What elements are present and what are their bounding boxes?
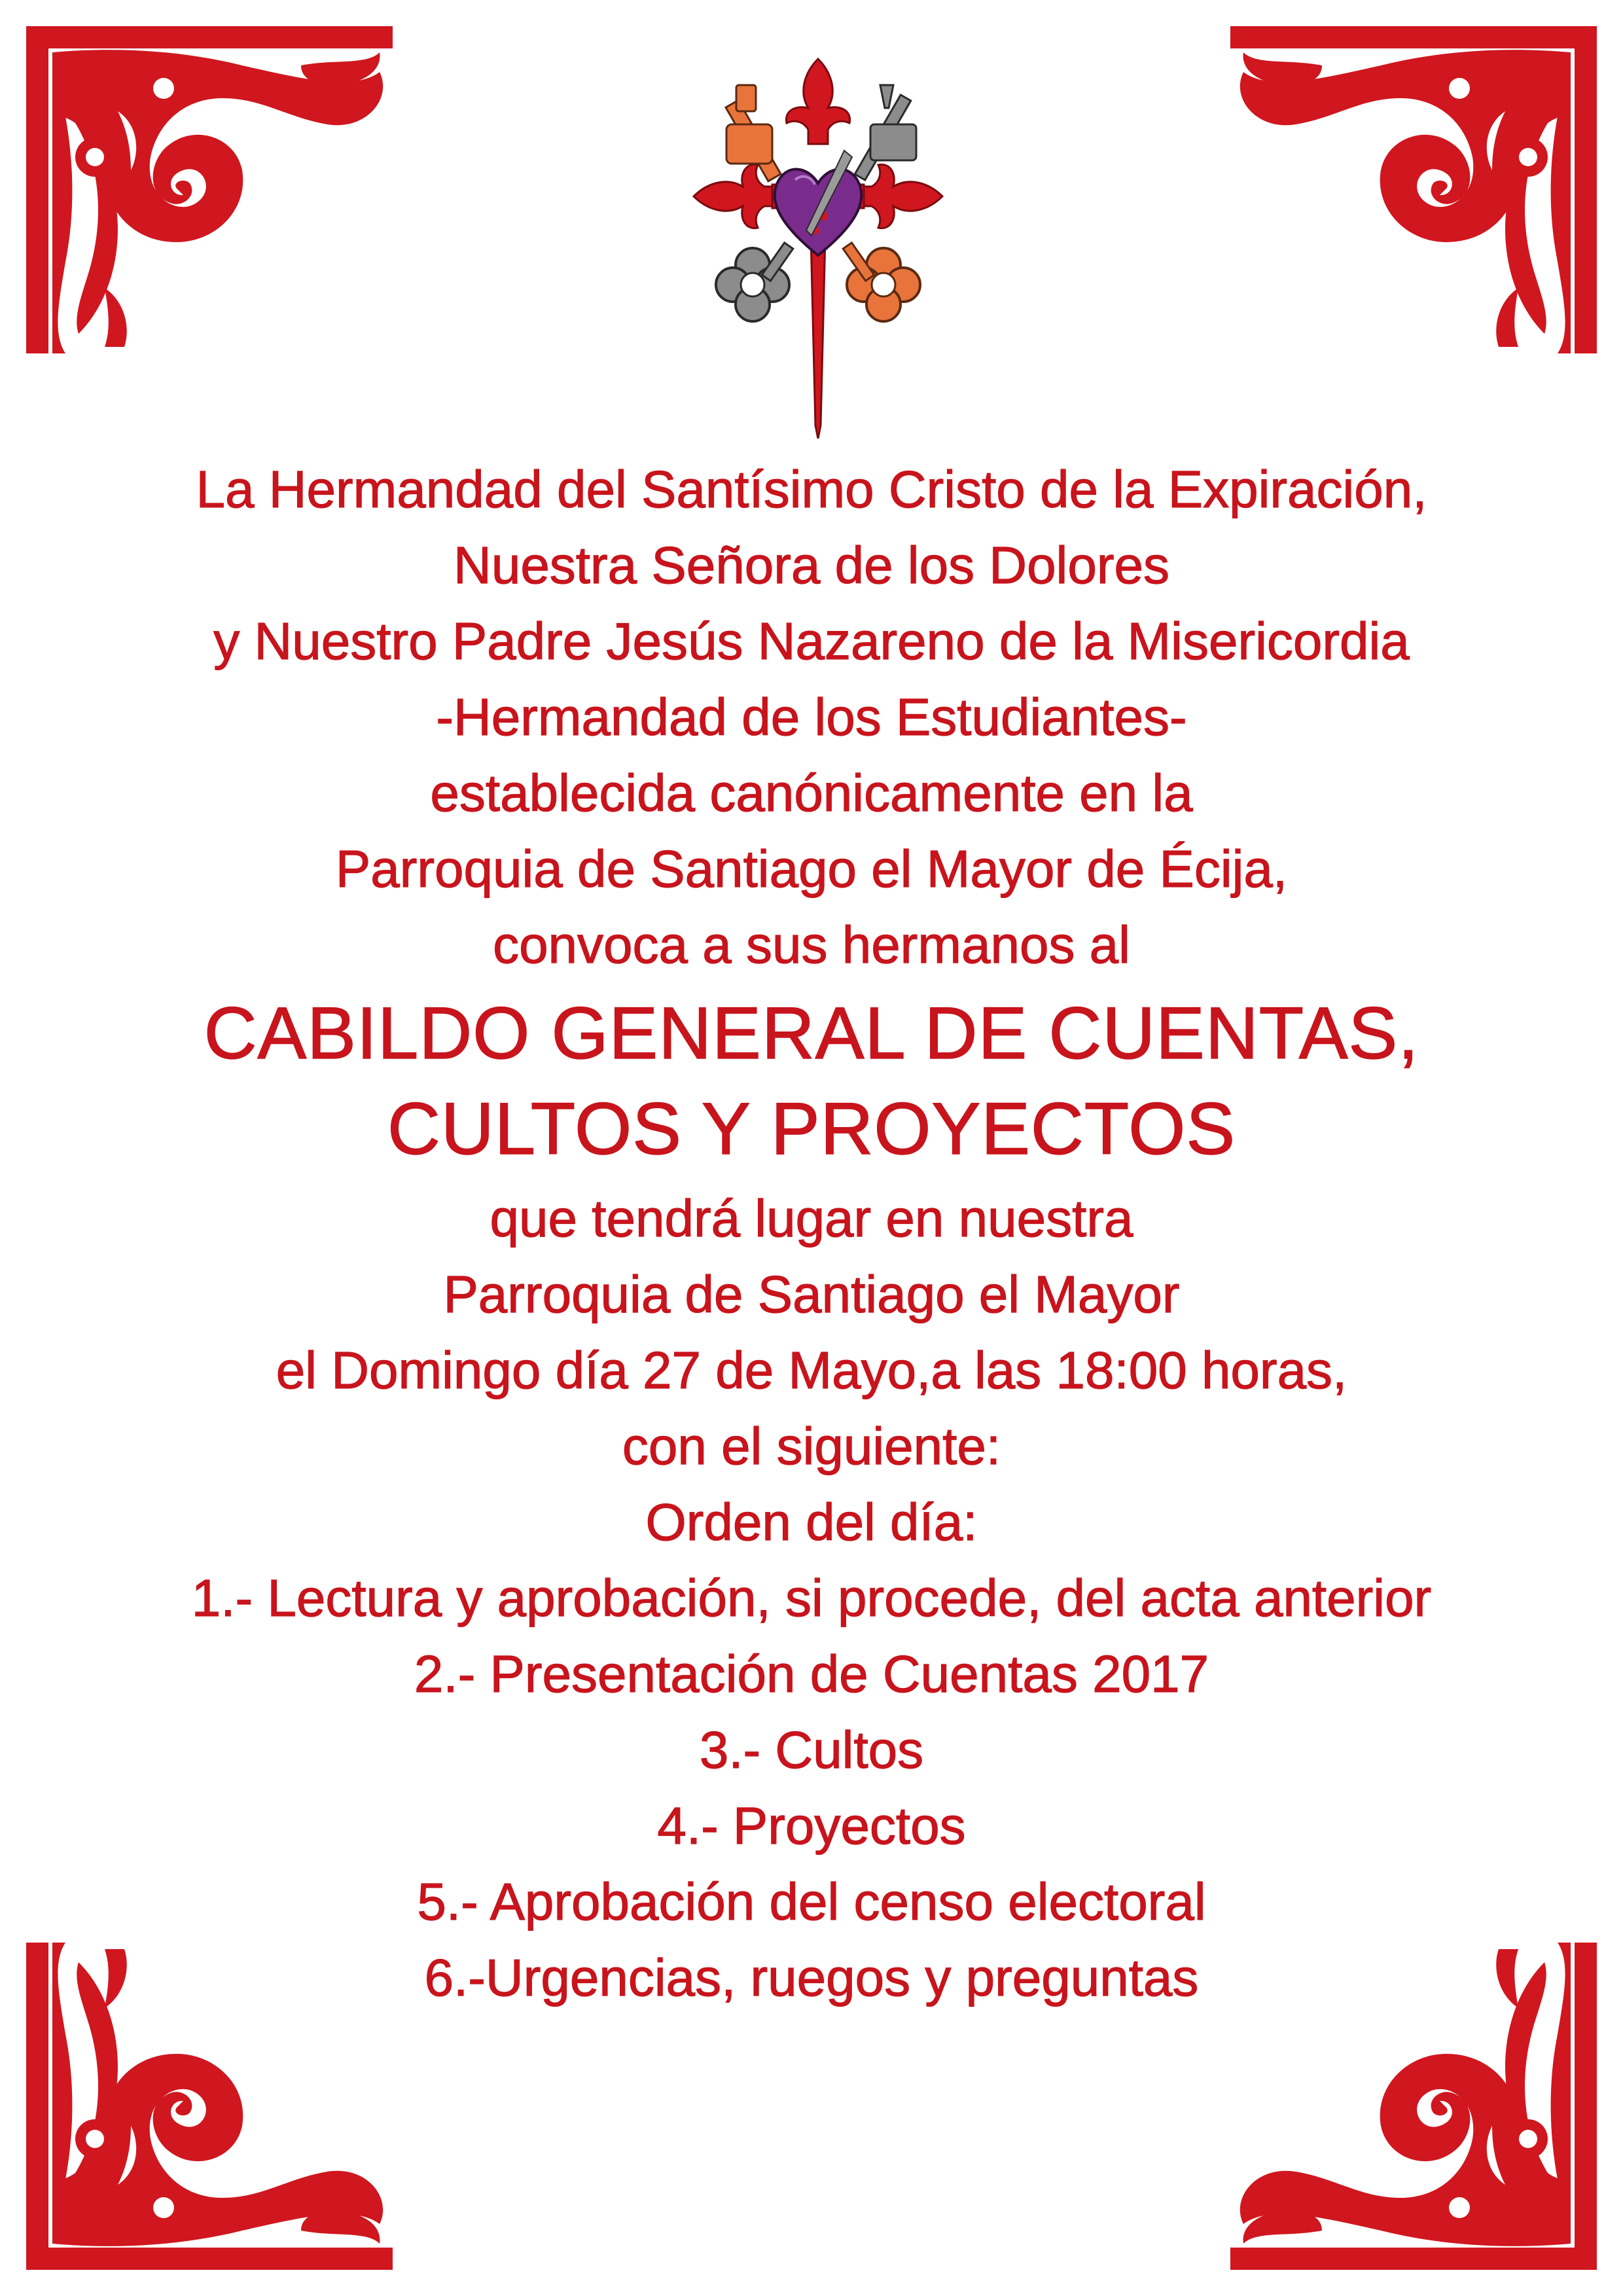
intro-line: establecida canónicamente en la xyxy=(430,764,1193,822)
title-line: CABILDO GENERAL DE CUENTAS, xyxy=(204,992,1419,1074)
details-line: que tendrá lugar en nuestra xyxy=(490,1189,1133,1247)
agenda-item: 6.-Urgencias, ruegos y preguntas xyxy=(424,1948,1199,2007)
intro-block xyxy=(52,452,1571,983)
cross-of-santiago-with-heart-and-keys-icon xyxy=(681,46,955,439)
intro-line: Nuestra Señora de los Dolores xyxy=(454,536,1169,594)
agenda-item: 2.- Presentación de Cuentas 2017 xyxy=(414,1645,1209,1703)
agenda-item: 5.- Aprobación del censo electoral xyxy=(417,1873,1206,1931)
intro-line: -Hermandad de los Estudiantes- xyxy=(436,688,1187,746)
agenda-item: 4.- Proyectos xyxy=(657,1797,966,1855)
corner-ornament-top-right xyxy=(1230,26,1597,353)
agenda-list xyxy=(52,1560,1571,2016)
page-title xyxy=(52,986,1571,1177)
agenda-item: 1.- Lectura y aprobación, si procede, del acta anterior xyxy=(191,1569,1432,1627)
brotherhood-emblem xyxy=(681,46,955,439)
title-line: CULTOS Y PROYECTOS xyxy=(387,1088,1236,1170)
details-line: con el siguiente: xyxy=(622,1417,1001,1475)
intro-line: La Hermandad del Santísimo Cristo de la Expiración, xyxy=(196,460,1427,518)
baroque-scroll-corner-icon xyxy=(1230,26,1597,353)
corner-ornament-top-left xyxy=(26,26,393,353)
agenda-heading: Orden del día: xyxy=(645,1493,978,1551)
announcement-text xyxy=(52,452,1571,2016)
agenda-item: 3.- Cultos xyxy=(699,1721,924,1779)
details-line: el Domingo día 27 de Mayo,a las 18:00 horas, xyxy=(276,1341,1347,1399)
intro-line: Parroquia de Santiago el Mayor de Écija, xyxy=(335,840,1288,898)
details-line: Parroquia de Santiago el Mayor xyxy=(443,1265,1180,1323)
intro-line: convoca a sus hermanos al xyxy=(493,916,1130,974)
baroque-scroll-corner-icon xyxy=(26,26,393,353)
details-block xyxy=(52,1181,1571,1560)
intro-line: y Nuestro Padre Jesús Nazareno de la Misericordia xyxy=(213,612,1410,670)
